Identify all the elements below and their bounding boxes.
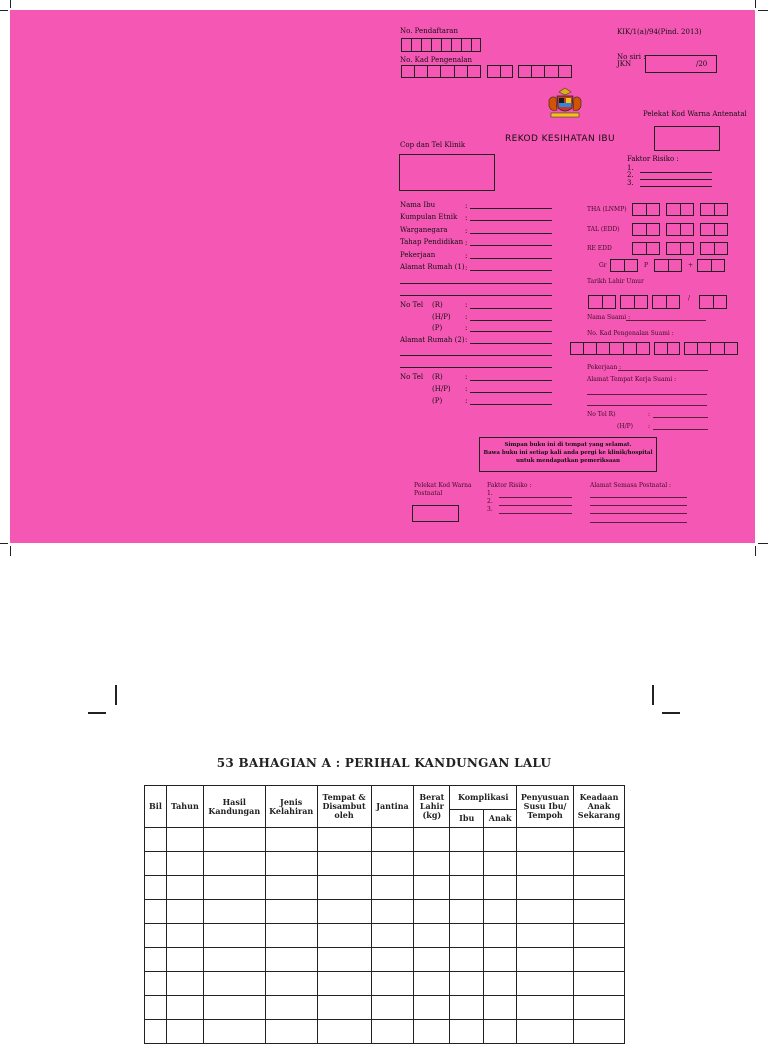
table-cell[interactable] (484, 828, 517, 852)
no-pendaftaran-boxes[interactable] (401, 38, 481, 52)
field-tahap-pendidikan: Tahap Pendidikan (400, 238, 464, 246)
table-cell[interactable] (414, 876, 450, 900)
tel-line[interactable] (470, 392, 552, 393)
table-cell[interactable] (265, 1020, 317, 1044)
colon: : (648, 411, 651, 418)
table-cell[interactable] (450, 996, 484, 1020)
colon: : (465, 264, 468, 272)
col-hasil-kandungan: Hasil Kandungan (203, 786, 265, 828)
kumpulan-etnik-line[interactable] (470, 220, 552, 221)
tal-label: TAL (EDD) (587, 226, 620, 233)
colon: : (465, 385, 468, 393)
kad-suami-label: No. Kad Pengenalan Suami : (587, 330, 674, 337)
table-cell[interactable] (166, 996, 203, 1020)
notice-line-2: Bawa buku ini setiap kali anda pergi ke klinik/hospital (483, 450, 653, 456)
table-cell[interactable] (450, 828, 484, 852)
notice-line-1: Simpan buku ini di tempat yang selamat. (504, 442, 632, 448)
table-row (145, 900, 625, 924)
slash: / (688, 295, 691, 302)
no-siri-label: No siri : (617, 53, 646, 61)
tel-line[interactable] (470, 404, 552, 405)
form-title: REKOD KESIHATAN IBU (505, 134, 615, 144)
faktor-risiko-postnatal-label: Faktor Risiko : (487, 482, 532, 489)
crop-mark (10, 0, 11, 8)
postnatal-sticker-box[interactable] (412, 505, 459, 522)
table-cell[interactable] (517, 996, 574, 1020)
table-cell[interactable] (145, 876, 167, 900)
husband-tel-hp-label: (H/P) (617, 423, 633, 430)
alamat-rumah-2-label: Alamat Rumah (2) (400, 336, 465, 344)
col-penyusuan: Penyusuan Susu Ibu/ Tempoh (517, 786, 574, 828)
tel-line[interactable] (470, 331, 552, 332)
table-cell[interactable] (414, 996, 450, 1020)
table-cell[interactable] (265, 924, 317, 948)
risk-line[interactable] (640, 172, 712, 173)
col-jantina: Jantina (371, 786, 414, 828)
tel-type-p: (P) (432, 397, 443, 405)
table-row (145, 996, 625, 1020)
husband-ic-boxes-1[interactable] (570, 342, 650, 355)
tal-year[interactable] (700, 223, 728, 236)
pekerjaan-suami-label: Pekerjaan : (587, 364, 622, 371)
tel-type-hp: (H/P) (432, 313, 451, 321)
nama-suami-line[interactable] (626, 320, 706, 321)
dob-day[interactable] (588, 295, 616, 309)
tal-month[interactable] (666, 223, 694, 236)
risk-postnatal-3: 3. (487, 506, 493, 513)
table-cell[interactable] (317, 876, 371, 900)
table-cell[interactable] (265, 948, 317, 972)
table-cell[interactable] (166, 852, 203, 876)
ic-boxes-1[interactable] (401, 65, 481, 78)
tarikh-lahir-label: Tarikh Lahir Umur (587, 278, 644, 285)
husband-ic-boxes-3[interactable] (684, 342, 738, 355)
alamat-postnatal-line[interactable] (590, 497, 687, 498)
tel-line[interactable] (470, 308, 552, 309)
ic-boxes-2[interactable] (487, 65, 513, 78)
colon: : (465, 397, 468, 405)
field-pekerjaan: Pekerjaan (400, 251, 436, 259)
table-cell[interactable] (317, 972, 371, 996)
table-row (145, 876, 625, 900)
table-cell[interactable] (414, 924, 450, 948)
alamat-kerja-line[interactable] (587, 405, 707, 406)
form-code: KIK/1(a)/94(Pind. 2013) (617, 28, 702, 36)
table-cell[interactable] (450, 948, 484, 972)
alamat-2-line[interactable] (400, 367, 552, 368)
husband-tel-line[interactable] (653, 417, 708, 418)
table-cell[interactable] (371, 948, 414, 972)
colon: : (465, 239, 468, 247)
table-cell[interactable] (203, 876, 265, 900)
alamat-postnatal-line[interactable] (590, 522, 687, 523)
previous-pregnancy-table (144, 785, 625, 1044)
field-nama-ibu: Nama Ibu (400, 201, 436, 209)
re-edd-year[interactable] (700, 242, 728, 255)
table-cell[interactable] (574, 996, 625, 1020)
pelekat-antenatal-label: Pelekat Kod Warna Antenatal (643, 110, 747, 118)
risk-postnatal-2: 2. (487, 498, 493, 505)
table-cell[interactable] (517, 852, 574, 876)
table-cell[interactable] (574, 900, 625, 924)
table-cell[interactable] (484, 852, 517, 876)
table-cell[interactable] (450, 924, 484, 948)
table-cell[interactable] (517, 948, 574, 972)
table-cell[interactable] (371, 828, 414, 852)
cop-klinik-label: Cop dan Tel Klinik (400, 141, 466, 149)
tahap-pendidikan-line[interactable] (470, 245, 552, 246)
table-cell[interactable] (145, 828, 167, 852)
no-kad-pengenalan-label: No. Kad Pengenalan (400, 56, 473, 64)
table-cell[interactable] (166, 948, 203, 972)
crop-mark (0, 543, 8, 544)
pekerjaan-suami-line[interactable] (618, 370, 708, 371)
alamat-postnatal-line[interactable] (590, 505, 687, 506)
table-cell[interactable] (414, 852, 450, 876)
no-siri-suffix: /20 (696, 60, 708, 68)
risk-postnatal-1: 1. (487, 490, 493, 497)
table-cell[interactable] (265, 996, 317, 1020)
pekerjaan-line[interactable] (470, 258, 552, 259)
risk-item-3: 3. (627, 179, 634, 187)
antenatal-sticker-box[interactable] (654, 126, 720, 151)
colon: : (465, 324, 468, 332)
page-mark (652, 685, 654, 705)
table-cell[interactable] (166, 900, 203, 924)
alamat-1-line[interactable] (400, 295, 552, 296)
table-cell[interactable] (203, 924, 265, 948)
table-cell[interactable] (414, 972, 450, 996)
col-komplikasi: Komplikasi (450, 786, 517, 810)
table-cell[interactable] (145, 996, 167, 1020)
alamat-kerja-line[interactable] (587, 394, 707, 395)
tel-type-hp: (H/P) (432, 385, 451, 393)
table-cell[interactable] (574, 924, 625, 948)
table-cell[interactable] (574, 1020, 625, 1044)
page-mark (115, 685, 117, 705)
col-berat-lahir: Berat Lahir (kg) (414, 786, 450, 828)
coat-of-arms-icon (545, 86, 585, 120)
gravida-boxes[interactable] (610, 259, 638, 272)
tha-label: THA (LNMP) (587, 206, 627, 213)
table-cell[interactable] (484, 924, 517, 948)
page-mark (88, 712, 106, 714)
table-cell[interactable] (166, 924, 203, 948)
p-label: P (644, 262, 649, 269)
table-cell[interactable] (371, 876, 414, 900)
table-cell[interactable] (517, 1020, 574, 1044)
table-cell[interactable] (166, 876, 203, 900)
age-boxes[interactable] (699, 295, 727, 309)
colon: : (465, 336, 468, 344)
warganegara-line[interactable] (470, 233, 552, 234)
table-cell[interactable] (450, 972, 484, 996)
table-cell[interactable] (484, 876, 517, 900)
tha-month[interactable] (666, 203, 694, 216)
crop-mark (10, 546, 11, 556)
colon: : (648, 423, 651, 430)
no-tel-label: No Tel (400, 301, 424, 309)
crop-mark (0, 10, 8, 11)
table-cell[interactable] (371, 1020, 414, 1044)
table-row (145, 924, 625, 948)
table-cell[interactable] (484, 1020, 517, 1044)
gr-label: Gr (599, 262, 607, 269)
table-cell[interactable] (371, 972, 414, 996)
faktor-risiko-label: Faktor Risiko : (627, 155, 679, 163)
risk-postnatal-line[interactable] (499, 497, 572, 498)
table-cell[interactable] (517, 828, 574, 852)
tel-line[interactable] (470, 320, 552, 321)
table-cell[interactable] (450, 1020, 484, 1044)
table-cell[interactable] (317, 924, 371, 948)
table-cell[interactable] (484, 996, 517, 1020)
table-cell[interactable] (414, 828, 450, 852)
dob-year[interactable] (652, 295, 680, 309)
plus-label: + (688, 262, 694, 269)
pelekat-postnatal-label-1: Pelekat Kod Warna (414, 482, 472, 489)
table-cell[interactable] (517, 924, 574, 948)
table-cell[interactable] (166, 828, 203, 852)
table-cell[interactable] (317, 900, 371, 924)
colon: : (465, 214, 468, 222)
dob-month[interactable] (620, 295, 648, 309)
tel-type-r: (R) (432, 373, 443, 381)
table-cell[interactable] (484, 900, 517, 924)
husband-ic-boxes-2[interactable] (654, 342, 680, 355)
field-warganegara: Warganegara (400, 226, 448, 234)
table-cell[interactable] (414, 900, 450, 924)
col-komplikasi-ibu: Ibu (450, 810, 484, 828)
risk-item-1: 1. (627, 164, 634, 172)
field-kumpulan-etnik: Kumpulan Etnik (400, 213, 458, 221)
alamat-kerja-suami-label: Alamat Tempat Kerja Suami : (587, 376, 677, 383)
table-cell[interactable] (265, 876, 317, 900)
colon: : (465, 252, 468, 260)
risk-postnatal-line[interactable] (499, 513, 572, 514)
alamat-postnatal-line[interactable] (590, 513, 687, 514)
table-cell[interactable] (145, 900, 167, 924)
table-cell[interactable] (484, 972, 517, 996)
table-cell[interactable] (414, 1020, 450, 1044)
table-cell[interactable] (450, 852, 484, 876)
re-edd-day[interactable] (632, 242, 660, 255)
table-cell[interactable] (203, 828, 265, 852)
table-cell[interactable] (517, 900, 574, 924)
alamat-2-line[interactable] (400, 355, 552, 356)
table-row (145, 1020, 625, 1044)
table-cell[interactable] (317, 1020, 371, 1044)
colon: : (465, 227, 468, 235)
tel-type-r: (R) (432, 301, 443, 309)
table-cell[interactable] (484, 948, 517, 972)
table-cell[interactable] (517, 876, 574, 900)
col-komplikasi-anak: Anak (484, 810, 517, 828)
table-cell[interactable] (203, 996, 265, 1020)
col-jenis-kelahiran: Jenis Kelahiran (265, 786, 317, 828)
table-cell[interactable] (317, 852, 371, 876)
alamat-postnatal-label: Alamat Semasa Postnatal : (590, 482, 672, 489)
husband-tel-r-label: No Tel R) (587, 411, 616, 418)
table-cell[interactable] (145, 948, 167, 972)
page-mark (662, 712, 680, 714)
crop-mark (758, 10, 768, 11)
col-keadaan-anak: Keadaan Anak Sekarang (574, 786, 625, 828)
table-cell[interactable] (203, 900, 265, 924)
no-pendaftaran-label: No. Pendaftaran (400, 27, 458, 35)
alamat-2-line[interactable] (470, 343, 552, 344)
clinic-stamp-box[interactable] (399, 154, 495, 191)
table-cell[interactable] (414, 948, 450, 972)
no-tel-label: No Tel (400, 373, 424, 381)
colon: : (465, 301, 468, 309)
jkn-label: JKN (617, 60, 632, 68)
nama-suami-label: Nama Suami : (587, 314, 631, 321)
crop-mark (758, 543, 768, 544)
tal-day[interactable] (632, 223, 660, 236)
table-cell[interactable] (203, 852, 265, 876)
table-row (145, 852, 625, 876)
risk-item-2: 2. (627, 171, 634, 179)
husband-tel-line[interactable] (653, 429, 708, 430)
table-cell[interactable] (450, 876, 484, 900)
ic-boxes-3[interactable] (518, 65, 572, 78)
table-cell[interactable] (574, 876, 625, 900)
table-cell[interactable] (317, 996, 371, 1020)
tel-type-p: (P) (432, 324, 443, 332)
table-cell[interactable] (371, 924, 414, 948)
table-cell[interactable] (145, 972, 167, 996)
table-row (145, 828, 625, 852)
col-tahun: Tahun (166, 786, 203, 828)
crop-mark (755, 0, 756, 8)
table-cell[interactable] (265, 828, 317, 852)
alamat-1-line[interactable] (470, 270, 552, 271)
table-cell[interactable] (203, 972, 265, 996)
table-cell[interactable] (371, 852, 414, 876)
table-cell[interactable] (145, 1020, 167, 1044)
pelekat-postnatal-label-2: Postnatal (414, 490, 443, 497)
re-edd-month[interactable] (666, 242, 694, 255)
notice-line-3: untuk mendapatkan pemeriksaan (516, 458, 620, 464)
tha-year[interactable] (700, 203, 728, 216)
table-cell[interactable] (265, 900, 317, 924)
table-cell[interactable] (145, 852, 167, 876)
table-cell[interactable] (317, 948, 371, 972)
table-cell[interactable] (265, 972, 317, 996)
risk-postnatal-line[interactable] (499, 505, 572, 506)
table-cell[interactable] (203, 1020, 265, 1044)
tha-day[interactable] (632, 203, 660, 216)
table-cell[interactable] (574, 948, 625, 972)
crop-mark (755, 546, 756, 556)
table-cell[interactable] (574, 972, 625, 996)
table-cell[interactable] (145, 924, 167, 948)
table-cell[interactable] (574, 828, 625, 852)
table-cell[interactable] (371, 996, 414, 1020)
risk-line[interactable] (640, 186, 712, 187)
colon: : (465, 202, 468, 210)
colon: : (465, 313, 468, 321)
table-row (145, 972, 625, 996)
table-cell[interactable] (450, 900, 484, 924)
table-cell[interactable] (574, 852, 625, 876)
section-heading: 53 BAHAGIAN A : PERIHAL KANDUNGAN LALU (216, 756, 552, 770)
nama-ibu-line[interactable] (470, 208, 552, 209)
col-bil: Bil (145, 786, 167, 828)
table-cell[interactable] (166, 972, 203, 996)
table-cell[interactable] (166, 1020, 203, 1044)
table-cell[interactable] (265, 852, 317, 876)
abortus-boxes[interactable] (697, 259, 725, 272)
table-row (145, 948, 625, 972)
col-tempat: Tempat & Disambut oleh (317, 786, 371, 828)
para-boxes[interactable] (654, 259, 682, 272)
alamat-1-line[interactable] (400, 283, 552, 284)
table-cell[interactable] (371, 900, 414, 924)
table-cell[interactable] (317, 828, 371, 852)
table-cell[interactable] (517, 972, 574, 996)
field-alamat-rumah-1: Alamat Rumah (1) (400, 263, 465, 271)
re-edd-label: RE EDD (587, 245, 612, 252)
risk-line[interactable] (640, 179, 712, 180)
table-cell[interactable] (203, 948, 265, 972)
tel-line[interactable] (470, 380, 552, 381)
colon: : (465, 373, 468, 381)
